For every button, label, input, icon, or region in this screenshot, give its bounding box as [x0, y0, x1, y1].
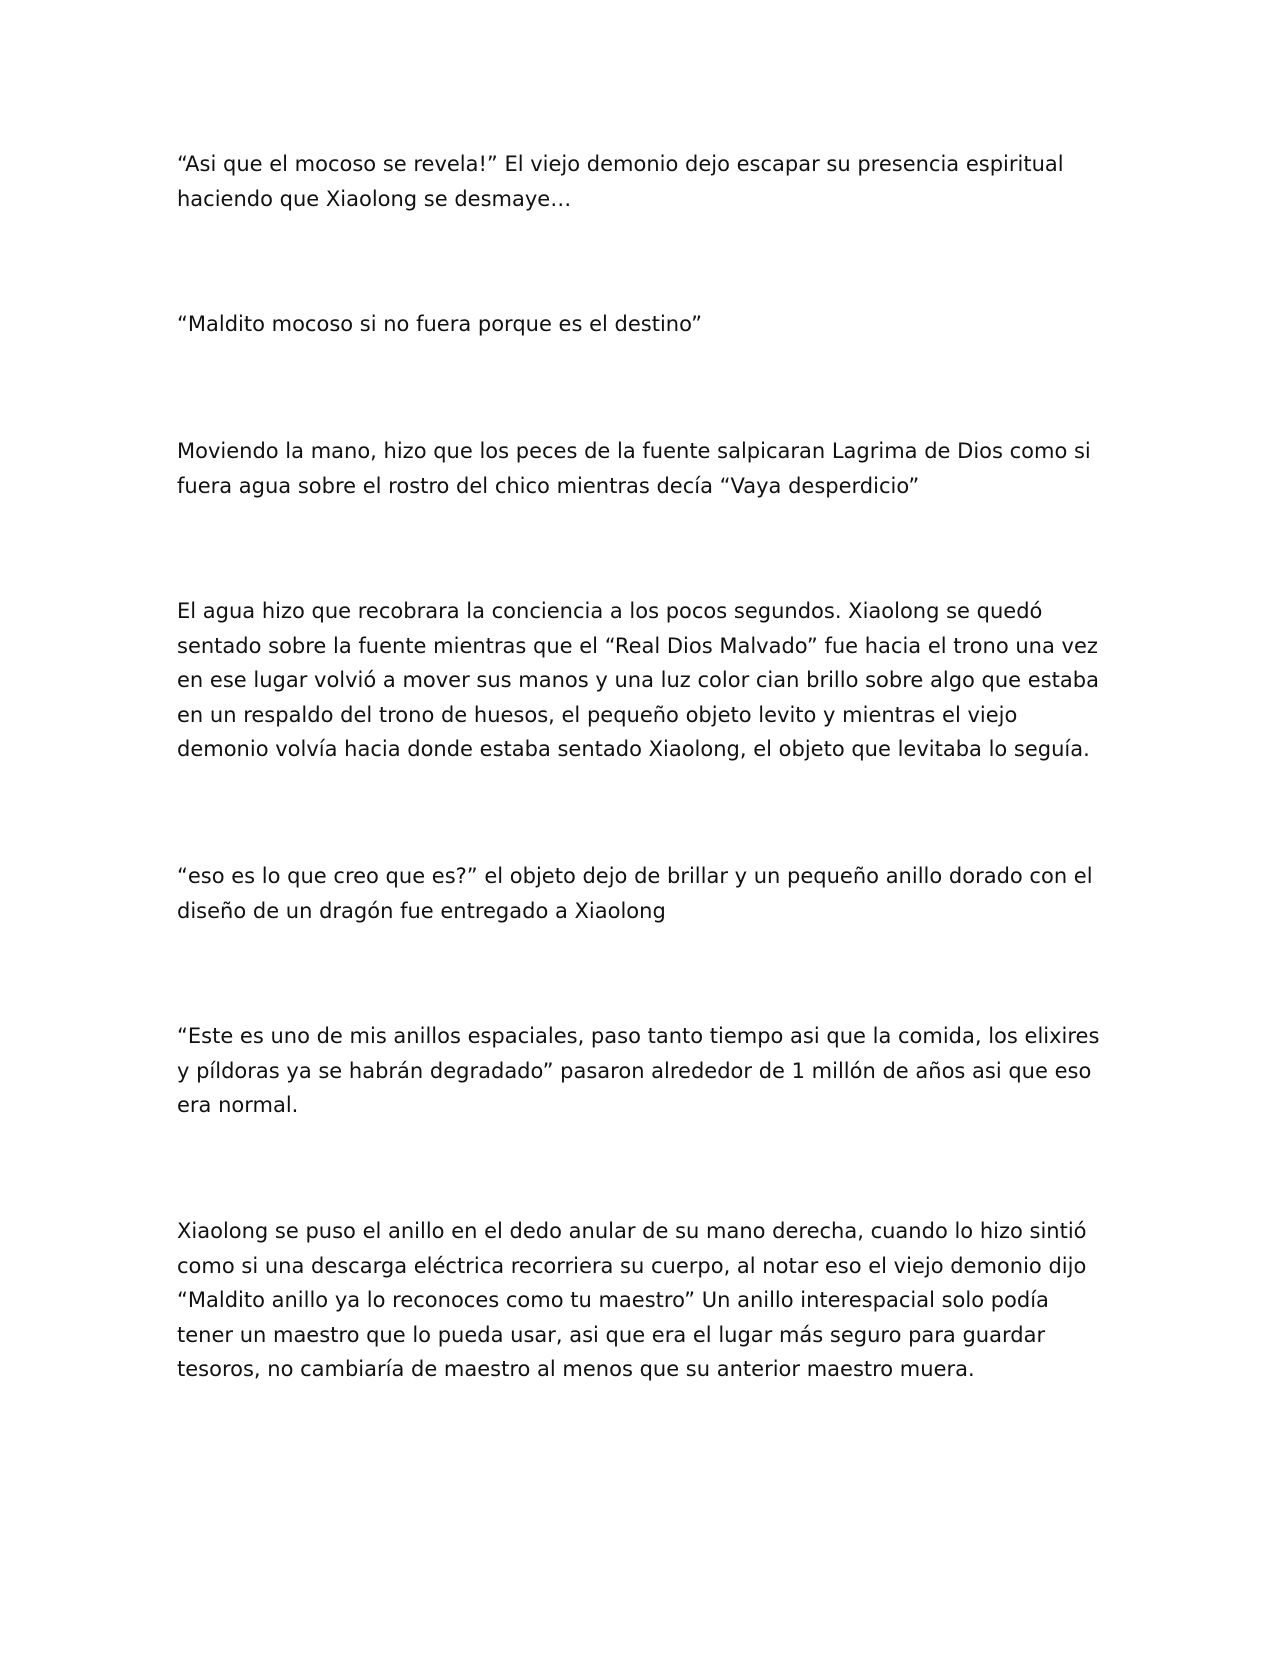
paragraph-6: “Este es uno de mis anillos espaciales, paso tanto tiempo asi que la comida, los elixires y píldoras ya se habrán degradado” pasaron alrededor de 1 millón de años asi que eso era normal.	[177, 1024, 1100, 1117]
paragraph-3: Moviendo la mano, hizo que los peces de la fuente salpicaran Lagrima de Dios como si fuera agua sobre el rostro del chico mientras decía “Vaya desperdicio”	[177, 439, 1091, 498]
paragraph-5: “eso es lo que creo que es?” el objeto dejo de brillar y un pequeño anillo dorado con el diseño de un dragón fue entregado a Xiaolong	[177, 864, 1093, 923]
paragraph-1: “Asi que el mocoso se revela!” El viejo demonio dejo escapar su presencia espiritual haciendo que Xiaolong se desmaye…	[177, 152, 1064, 211]
paragraph-2: “Maldito mocoso si no fuera porque es el destino”	[177, 312, 703, 336]
paragraph-4: El agua hizo que recobrara la conciencia a los pocos segundos. Xiaolong se quedó sentado sobre la fuente mientras que el “Real Dios Malvado” fue hacia el trono una vez en ese lugar volvió a mover sus manos y una luz color cian brillo sobre algo que estaba en un respaldo del trono de huesos, el pequeño objeto levito y mientras el viejo demonio volvía hacia donde estaba sentado Xiaolong, el objeto que levitaba lo seguía.	[177, 599, 1099, 761]
paragraph-7: Xiaolong se puso el anillo en el dedo anular de su mano derecha, cuando lo hizo sintió como si una descarga eléctrica recorriera su cuerpo, al notar eso el viejo demonio dijo “Maldito anillo ya lo reconoces como tu maestro” Un anillo interespacial solo podía tener un maestro que lo pueda usar, asi que era el lugar más seguro para guardar tesoros, no cambiaría de maestro al menos que su anterior maestro muera.	[177, 1219, 1087, 1381]
